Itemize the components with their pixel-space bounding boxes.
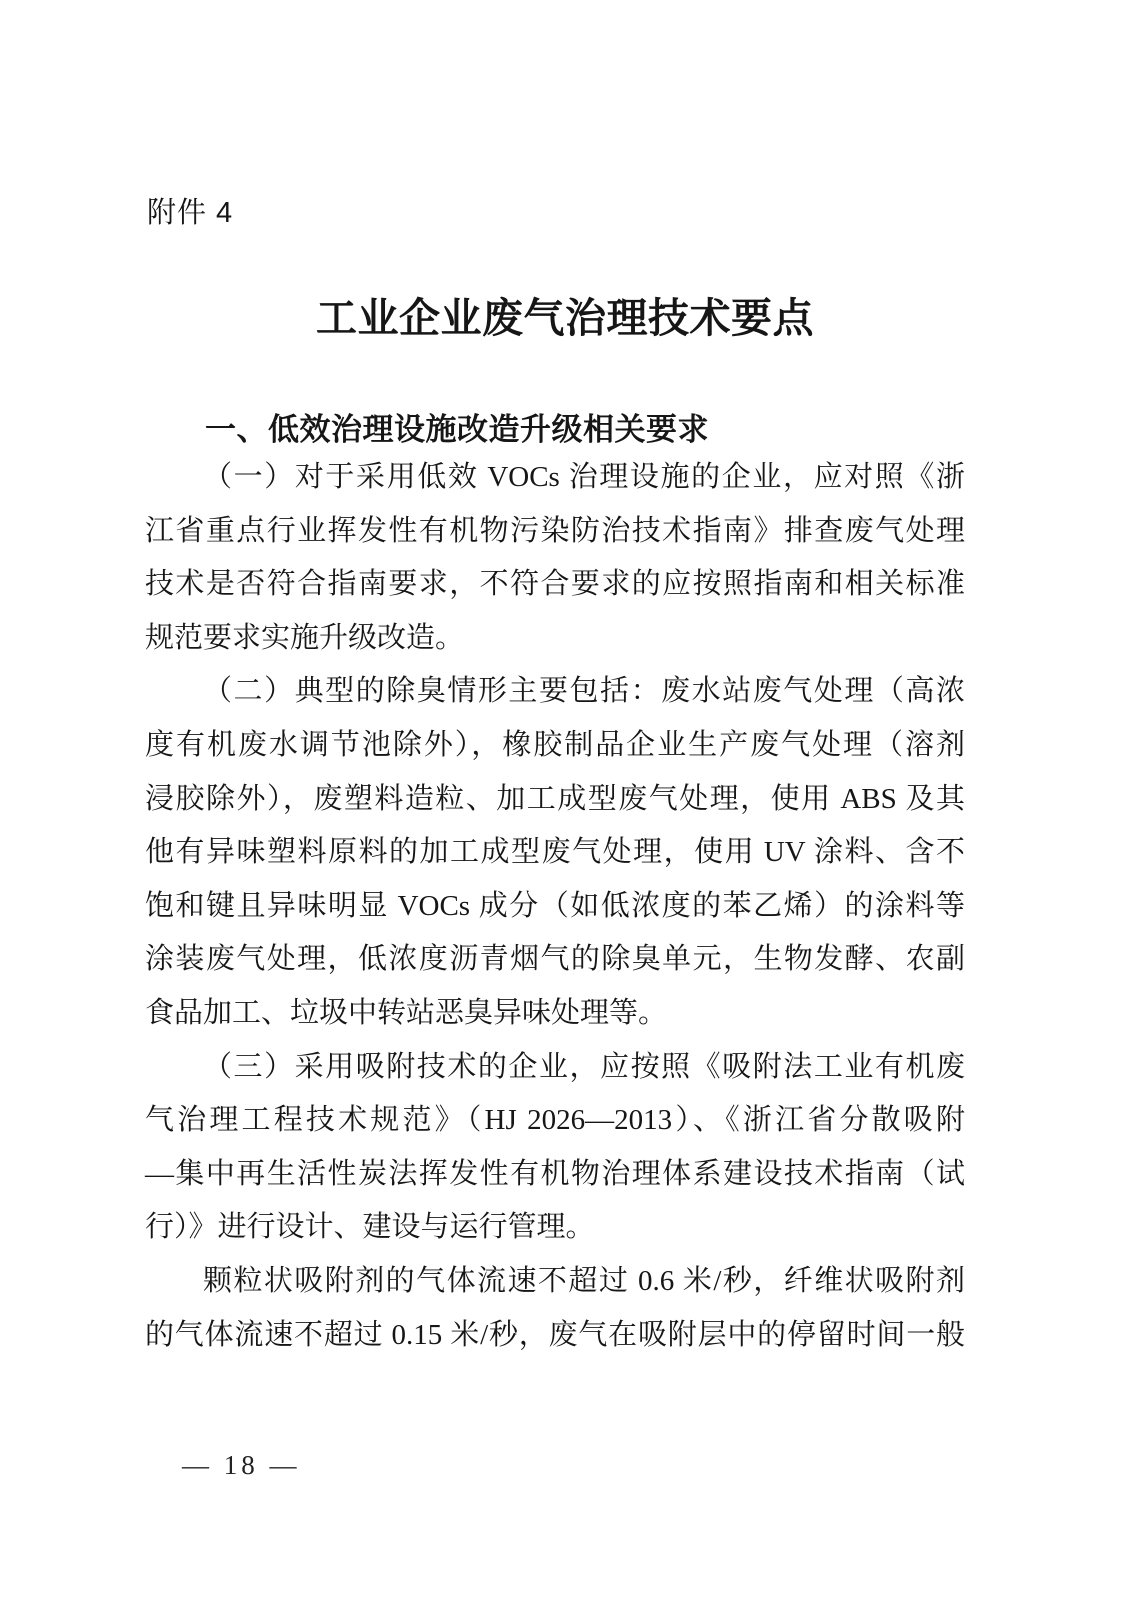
paragraph xyxy=(145,665,965,1040)
text-line: 技术是否符合指南要求，不符合要求的应按照指南和相关标准 xyxy=(145,568,965,601)
text-line: 饱和键且异味明显 VOCs 成分（如低浓度的苯乙烯）的涂料等 xyxy=(145,889,965,922)
text-line: 浸胶除外），废塑料造粒、加工成型废气处理，使用 ABS 及其 xyxy=(145,782,965,815)
text-line: 规范要求实施升级改造。 xyxy=(145,621,465,654)
text-line: 气治理工程技术规范》（HJ 2026—2013）、《浙江省分散吸附 xyxy=(145,1104,965,1137)
text-line: 的气体流速不超过 0.15 米/秒，废气在吸附层中的停留时间一般 xyxy=(145,1318,965,1351)
document-title: 工业企业废气治理技术要点 xyxy=(316,295,814,341)
text-line: 颗粒状吸附剂的气体流速不超过 0.6 米/秒，纤维状吸附剂 xyxy=(203,1264,965,1297)
text-line: 江省重点行业挥发性有机物污染防治技术指南》排查废气处理 xyxy=(145,514,965,547)
text-line: （二）典型的除臭情形主要包括：废水站废气处理（高浓 xyxy=(203,675,965,708)
text-line: 行）》进行设计、建设与运行管理。 xyxy=(145,1211,595,1244)
text-line: 他有异味塑料原料的加工成型废气处理，使用 UV 涂料、含不 xyxy=(145,836,965,869)
text-line: 度有机废水调节池除外），橡胶制品企业生产废气处理（溶剂 xyxy=(145,728,965,761)
text-line: 食品加工、垃圾中转站恶臭异味处理等。 xyxy=(145,996,668,1029)
page-number-footer: — 18 — xyxy=(182,1450,301,1480)
paragraph xyxy=(145,1041,965,1255)
attachment-label: 附件 4 xyxy=(147,197,234,229)
body-paragraphs xyxy=(145,451,965,1362)
paragraph xyxy=(145,451,965,665)
section-heading: 一、低效治理设施改造升级相关要求 xyxy=(205,412,709,447)
text-line: （三）采用吸附技术的企业，应按照《吸附法工业有机废 xyxy=(203,1050,965,1083)
text-line: （一）对于采用低效 VOCs 治理设施的企业，应对照《浙 xyxy=(203,461,965,493)
text-line: —集中再生活性炭法挥发性有机物治理体系建设技术指南（试 xyxy=(145,1157,965,1190)
text-line: 涂装废气处理，低浓度沥青烟气的除臭单元，生物发酵、农副 xyxy=(145,943,965,976)
paragraph xyxy=(145,1255,965,1362)
